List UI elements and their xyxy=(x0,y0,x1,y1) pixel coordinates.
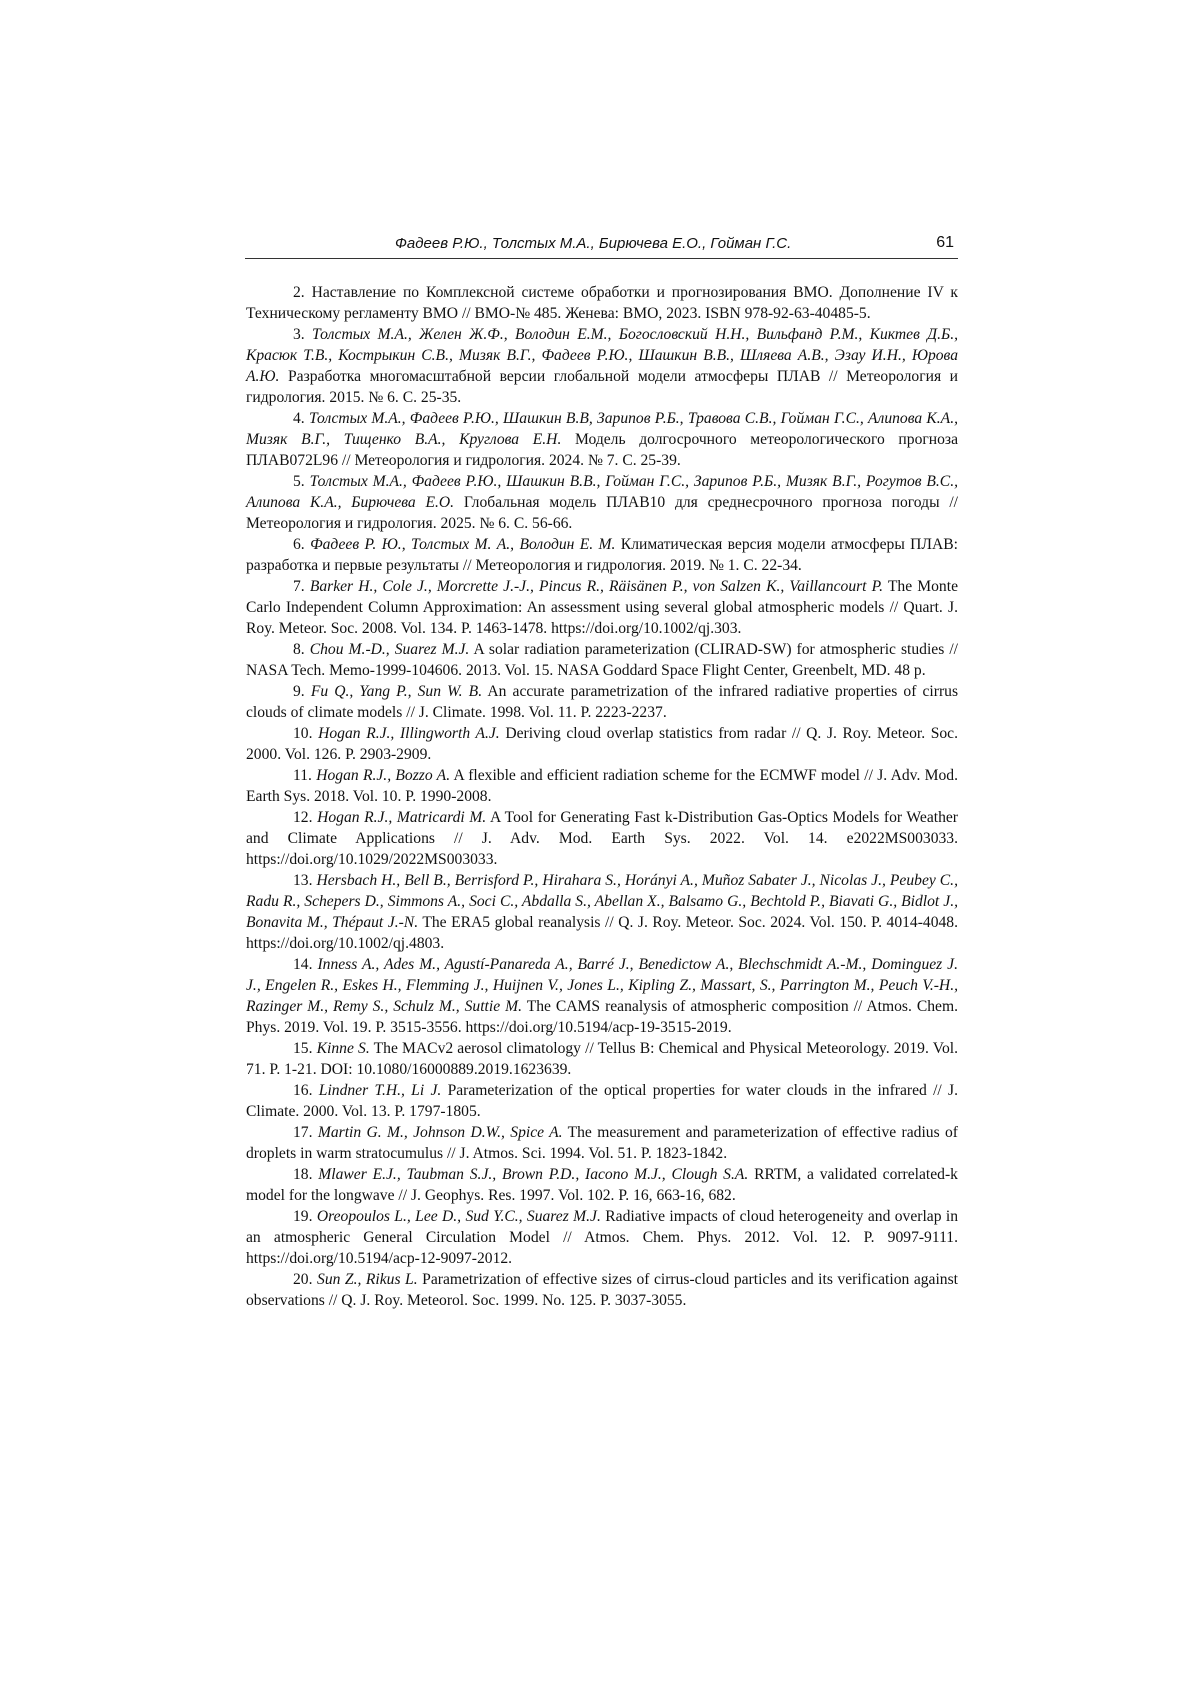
reference-text: The Monte Carlo Independent Column Approximation: An assessment using several global atmospheric models // Quart. J. Roy. Meteor. Soc. 2008. Vol. 134. P. 1463-1478. https://doi.org/10.1002/qj.303. xyxy=(246,578,958,637)
reference-text: An accurate parametrization of the infrared radiative properties of cirrus clouds of climate models // J. Climate. 1998. Vol. 11. P. 2223-2237. xyxy=(246,683,959,721)
reference-number: 9. xyxy=(293,683,305,700)
reference-number: 3. xyxy=(293,326,305,343)
reference-text: Radiative impacts of cloud heterogeneity and overlap in an atmospheric General Circulation Model // Atmos. Chem. Phys. 2012. Vol. 12. P. 9097-9111. https://doi.org/10.5194/acp-12-9097-2012. xyxy=(246,1208,958,1267)
reference-authors: Oreopoulos L., Lee D., Sud Y.C., Suarez M.J. xyxy=(316,1208,601,1225)
reference-text: A Tool for Generating Fast k-Distribution Gas-Optics Models for Weather and Climate Applications // J. Adv. Mod. Earth Sys. 2022. Vol. 14. e2022MS003033. https://doi.org/10.1029/2022MS003033. xyxy=(246,809,958,868)
reference-authors: Chou M.-D., Suarez M.J. xyxy=(309,641,470,658)
reference-number: 7. xyxy=(293,578,305,595)
reference-authors: Hersbach H., Bell B., Berrisford P., Hirahara S., Horányi A., Muñoz Sabater J., Nicolas J., Peubey C., Radu R., Schepers D., Simmons A., Soci C., Abdalla S., Abellan X., Balsamo G., Bechtold P., Biavati G., Bidlot J., Bonavita M., Thépaut J.-N. xyxy=(246,872,958,931)
reference-list xyxy=(246,282,958,1311)
reference-item-18 xyxy=(246,1164,958,1206)
reference-item-8 xyxy=(246,639,958,681)
reference-number: 19. xyxy=(293,1208,313,1225)
reference-number: 11. xyxy=(293,767,312,784)
reference-authors: Толстых М.А., Фадеев Р.Ю., Шашкин В.В, Зарипов Р.Б., Травова С.В., Гойман Г.С., Алипова К.А., Мизяк В.Г., Тищенко В.А., Круглова Е.Н. xyxy=(246,410,958,448)
reference-text: The measurement and parameterization of effective radius of droplets in warm stratocumulus // J. Atmos. Sci. 1994. Vol. 51. P. 1823-1842. xyxy=(246,1124,958,1162)
reference-authors: Sun Z., Rikus L. xyxy=(317,1271,418,1288)
reference-authors: Lindner T.H., Li J. xyxy=(318,1082,442,1099)
reference-authors: Hogan R.J., Bozzo A. xyxy=(316,767,451,784)
reference-text: Deriving cloud overlap statistics from radar // Q. J. Roy. Meteor. Soc. 2000. Vol. 126. P. 2903-2909. xyxy=(246,725,958,763)
reference-item-4 xyxy=(246,408,958,471)
reference-item-2 xyxy=(246,282,958,324)
reference-number: 20. xyxy=(293,1271,313,1288)
reference-item-7 xyxy=(246,576,958,639)
reference-item-11 xyxy=(246,765,958,807)
reference-authors: Hogan R.J., Matricardi M. xyxy=(317,809,487,826)
reference-item-15 xyxy=(246,1038,958,1080)
reference-text: Parametrization of effective sizes of cirrus-cloud particles and its verification against observations // Q. J. Roy. Meteorol. Soc. 1999. No. 125. P. 3037-3055. xyxy=(246,1271,958,1309)
reference-number: 10. xyxy=(293,725,313,742)
reference-number: 6. xyxy=(293,536,305,553)
reference-text: A solar radiation parameterization (CLIRAD-SW) for atmospheric studies // NASA Tech. Memo-1999-104606. 2013. Vol. 15. NASA Goddard Space Flight Center, Greenbelt, MD. 48 p. xyxy=(246,641,958,679)
reference-item-6 xyxy=(246,534,958,576)
reference-authors: Martin G. M., Johnson D.W., Spice A. xyxy=(317,1124,563,1141)
page-number: 61 xyxy=(936,234,954,251)
reference-text: The CAMS reanalysis of atmospheric composition // Atmos. Chem. Phys. 2019. Vol. 19. P. 3515-3556. https://doi.org/10.5194/acp-19-3515-2019. xyxy=(246,998,958,1036)
reference-number: 12. xyxy=(293,809,313,826)
reference-text: Модель долгосрочного метеорологического прогноза ПЛАВ072L96 // Метеорология и гидрология. 2024. № 7. С. 25-39. xyxy=(246,431,958,469)
reference-authors: Hogan R.J., Illingworth A.J. xyxy=(318,725,500,742)
reference-number: 2. xyxy=(293,284,305,301)
reference-authors: Barker H., Cole J., Morcrette J.-J., Pincus R., Räisänen P., von Salzen K., Vaillancourt P. xyxy=(309,578,884,595)
reference-item-5 xyxy=(246,471,958,534)
reference-number: 17. xyxy=(293,1124,313,1141)
reference-item-14 xyxy=(246,954,958,1038)
reference-authors: Kinne S. xyxy=(316,1040,370,1057)
reference-number: 5. xyxy=(293,473,305,490)
reference-text: Parameterization of the optical properties for water clouds in the infrared // J. Climate. 2000. Vol. 13. P. 1797-1805. xyxy=(246,1082,958,1120)
reference-text: Наставление по Комплексной системе обработки и прогнозирования ВМО. Дополнение IV к Техническому регламенту ВМО // ВМО-№ 485. Женева: ВМО, 2023. ISBN 978-92-63-40485-5. xyxy=(246,284,958,322)
reference-item-10 xyxy=(246,723,958,765)
reference-item-12 xyxy=(246,807,958,870)
reference-item-9 xyxy=(246,681,958,723)
reference-item-13 xyxy=(246,870,958,954)
reference-item-3 xyxy=(246,324,958,408)
reference-text: A flexible and efficient radiation scheme for the ECMWF model // J. Adv. Mod. Earth Sys. 2018. Vol. 10. P. 1990-2008. xyxy=(246,767,958,805)
reference-text: RRTM, a validated correlated-k model for the longwave // J. Geophys. Res. 1997. Vol. 102. P. 16, 663-16, 682. xyxy=(246,1166,958,1204)
reference-number: 14. xyxy=(293,956,313,973)
reference-number: 4. xyxy=(293,410,305,427)
reference-item-20 xyxy=(246,1269,958,1311)
reference-authors: Толстых М.А., Желен Ж.Ф., Володин Е.М., Богословский Н.Н., Вильфанд Р.М., Киктев Д.Б., Красюк Т.В., Кострыкин С.В., Мизяк В.Г., Фадеев Р.Ю., Шашкин В.В., Шляева А.В., Эзау И.Н., Юрова А.Ю. xyxy=(246,326,958,385)
reference-item-16 xyxy=(246,1080,958,1122)
reference-text: Климатическая версия модели атмосферы ПЛАВ: разработка и первые результаты // Метеорология и гидрология. 2019. № 1. С. 22-34. xyxy=(246,536,958,574)
reference-number: 18. xyxy=(293,1166,313,1183)
reference-item-17 xyxy=(246,1122,958,1164)
reference-number: 13. xyxy=(293,872,313,889)
running-head: Фадеев Р.Ю., Толстых М.А., Бирючева Е.О., Гойман Г.С. xyxy=(395,235,792,252)
reference-text: Разработка многомасштабной версии глобальной модели атмосферы ПЛАВ // Метеорология и гидрология. 2015. № 6. С. 25-35. xyxy=(246,368,958,406)
reference-authors: Mlawer E.J., Taubman S.J., Brown P.D., Iacono M.J., Clough S.A. xyxy=(318,1166,749,1183)
reference-text: Глобальная модель ПЛАВ10 для среднесрочного прогноза погоды // Метеорология и гидрология. 2025. № 6. С. 56-66. xyxy=(246,494,958,532)
reference-authors: Inness A., Ades M., Agustí-Panareda A., Barré J., Benedictow A., Blechschmidt A.-M., Dominguez J. J., Engelen R., Eskes H., Flemming J., Huijnen V., Jones L., Kipling Z., Massart, S., Parrington M., Peuch V.-H., Razinger M., Remy S., Schulz M., Suttie M. xyxy=(246,956,958,1015)
reference-text: The ERA5 global reanalysis // Q. J. Roy. Meteor. Soc. 2024. Vol. 150. P. 4014-4048. https://doi.org/10.1002/qj.4803. xyxy=(246,914,958,952)
reference-number: 15. xyxy=(293,1040,313,1057)
reference-authors: Фадеев Р. Ю., Толстых М. А., Володин Е. М. xyxy=(310,536,616,553)
page-header xyxy=(245,234,958,259)
reference-number: 8. xyxy=(293,641,305,658)
reference-number: 16. xyxy=(293,1082,313,1099)
reference-text: The MACv2 aerosol climatology // Tellus B: Chemical and Physical Meteorology. 2019. Vol. 71. P. 1-21. DOI: 10.1080/16000889.2019.1623639. xyxy=(246,1040,958,1078)
reference-item-19 xyxy=(246,1206,958,1269)
reference-authors: Толстых М.А., Фадеев Р.Ю., Шашкин В.В., Гойман Г.С., Зарипов Р.Б., Мизяк В.Г., Рогутов В.С., Алипова К.А., Бирючева Е.О. xyxy=(246,473,958,511)
reference-authors: Fu Q., Yang P., Sun W. B. xyxy=(310,683,483,700)
